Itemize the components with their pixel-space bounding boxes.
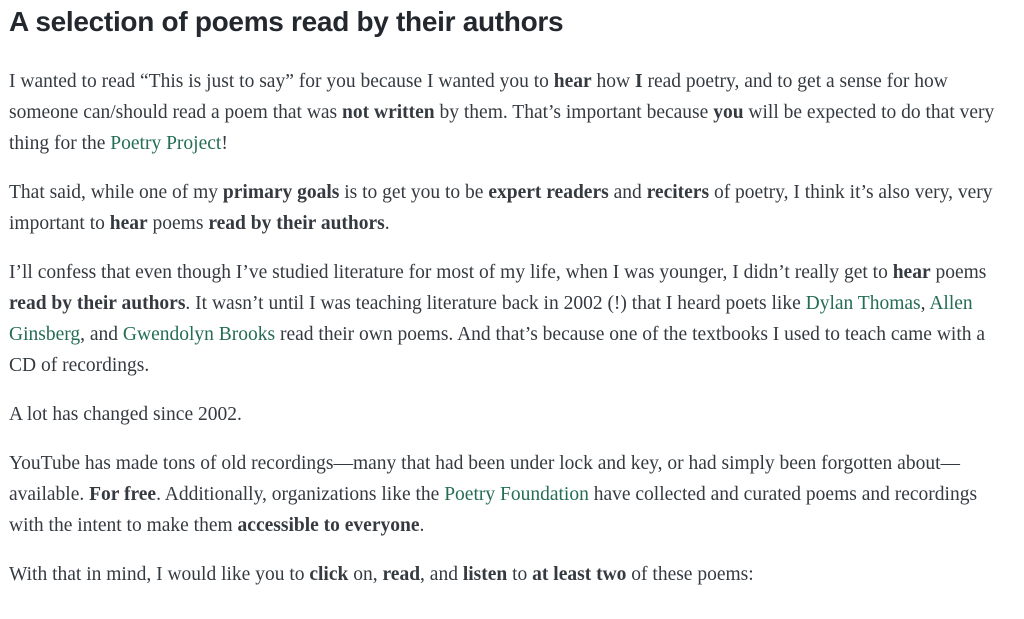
link-poetry-project[interactable]: Poetry Project: [110, 133, 222, 154]
text-run: A lot has changed since 2002.: [9, 404, 242, 425]
bold-text: you: [713, 102, 744, 123]
text-run: . It wasn’t until I was teaching literature back in 2002 (!) that I heard poets like: [185, 293, 806, 314]
text-run: of these poems:: [626, 564, 754, 585]
text-run: to: [507, 564, 533, 585]
text-run: .: [384, 213, 390, 234]
text-run: how: [591, 71, 636, 92]
text-run: have collected and curated poems and recordings with the intent to make them: [9, 484, 978, 536]
text-run: I’ll confess that even though I’ve studied literature for most of my life, when I was younger, I didn’t really get to: [9, 262, 893, 283]
bold-text: For free: [89, 484, 157, 505]
bold-text: read by their authors: [9, 293, 186, 314]
paragraph: [9, 177, 1011, 239]
bold-text: hear: [109, 213, 148, 234]
text-run: !: [221, 133, 228, 154]
bold-text: accessible to everyone: [237, 515, 420, 536]
link-poetry-foundation[interactable]: Poetry Foundation: [444, 484, 589, 505]
bold-text: primary goals: [222, 182, 340, 203]
text-run: .: [419, 515, 425, 536]
paragraph: [9, 559, 1011, 590]
text-run: by them. That’s important because: [434, 102, 714, 123]
text-run: will be expected to do that very thing for the: [9, 102, 995, 154]
paragraph: [9, 257, 1011, 381]
text-run: of poetry, I think it’s also very, very important to: [9, 182, 993, 234]
text-run: read their own poems. And that’s because one of the textbooks I used to teach came with a CD of recordings.: [9, 324, 986, 376]
text-run: ,: [920, 293, 930, 314]
bold-text: click: [309, 564, 349, 585]
bold-text: expert readers: [488, 182, 609, 203]
bold-text: read: [382, 564, 421, 585]
link-dylan-thomas[interactable]: Dylan Thomas: [805, 293, 921, 314]
text-run: I wanted to read “This is just to say” for you because I wanted you to: [9, 71, 554, 92]
text-run: , and: [80, 324, 123, 345]
page-title: A selection of poems read by their authors: [9, 6, 564, 37]
text-run: . Additionally, organizations like the: [156, 484, 445, 505]
text-run: and: [608, 182, 647, 203]
text-run: , and: [420, 564, 463, 585]
text-run: poems: [147, 213, 209, 234]
bold-text: reciters: [646, 182, 710, 203]
article-body: [9, 66, 1014, 590]
text-run: on,: [348, 564, 383, 585]
bold-text: at least two: [532, 564, 627, 585]
bold-text: hear: [892, 262, 931, 283]
paragraph: [9, 399, 1011, 430]
bold-text: I: [635, 71, 643, 92]
link-allen-ginsberg[interactable]: Allen Ginsberg: [9, 293, 973, 345]
text-run: With that in mind, I would like you to: [9, 564, 310, 585]
bold-text: hear: [553, 71, 592, 92]
text-run: is to get you to be: [339, 182, 489, 203]
text-run: That said, while one of my: [9, 182, 223, 203]
text-run: poems: [930, 262, 987, 283]
bold-text: listen: [462, 564, 508, 585]
bold-text: not written: [342, 102, 435, 123]
text-run: read poetry, and to get a sense for how someone can/should read a poem that was: [9, 71, 948, 123]
link-gwendolyn-brooks[interactable]: Gwendolyn Brooks: [122, 324, 276, 345]
paragraph: [9, 448, 1011, 541]
bold-text: read by their authors: [208, 213, 385, 234]
text-run: YouTube has made tons of old recordings—many that had been under lock and key, or had simply been forgotten about—available.: [9, 453, 960, 505]
paragraph: [9, 66, 1011, 159]
